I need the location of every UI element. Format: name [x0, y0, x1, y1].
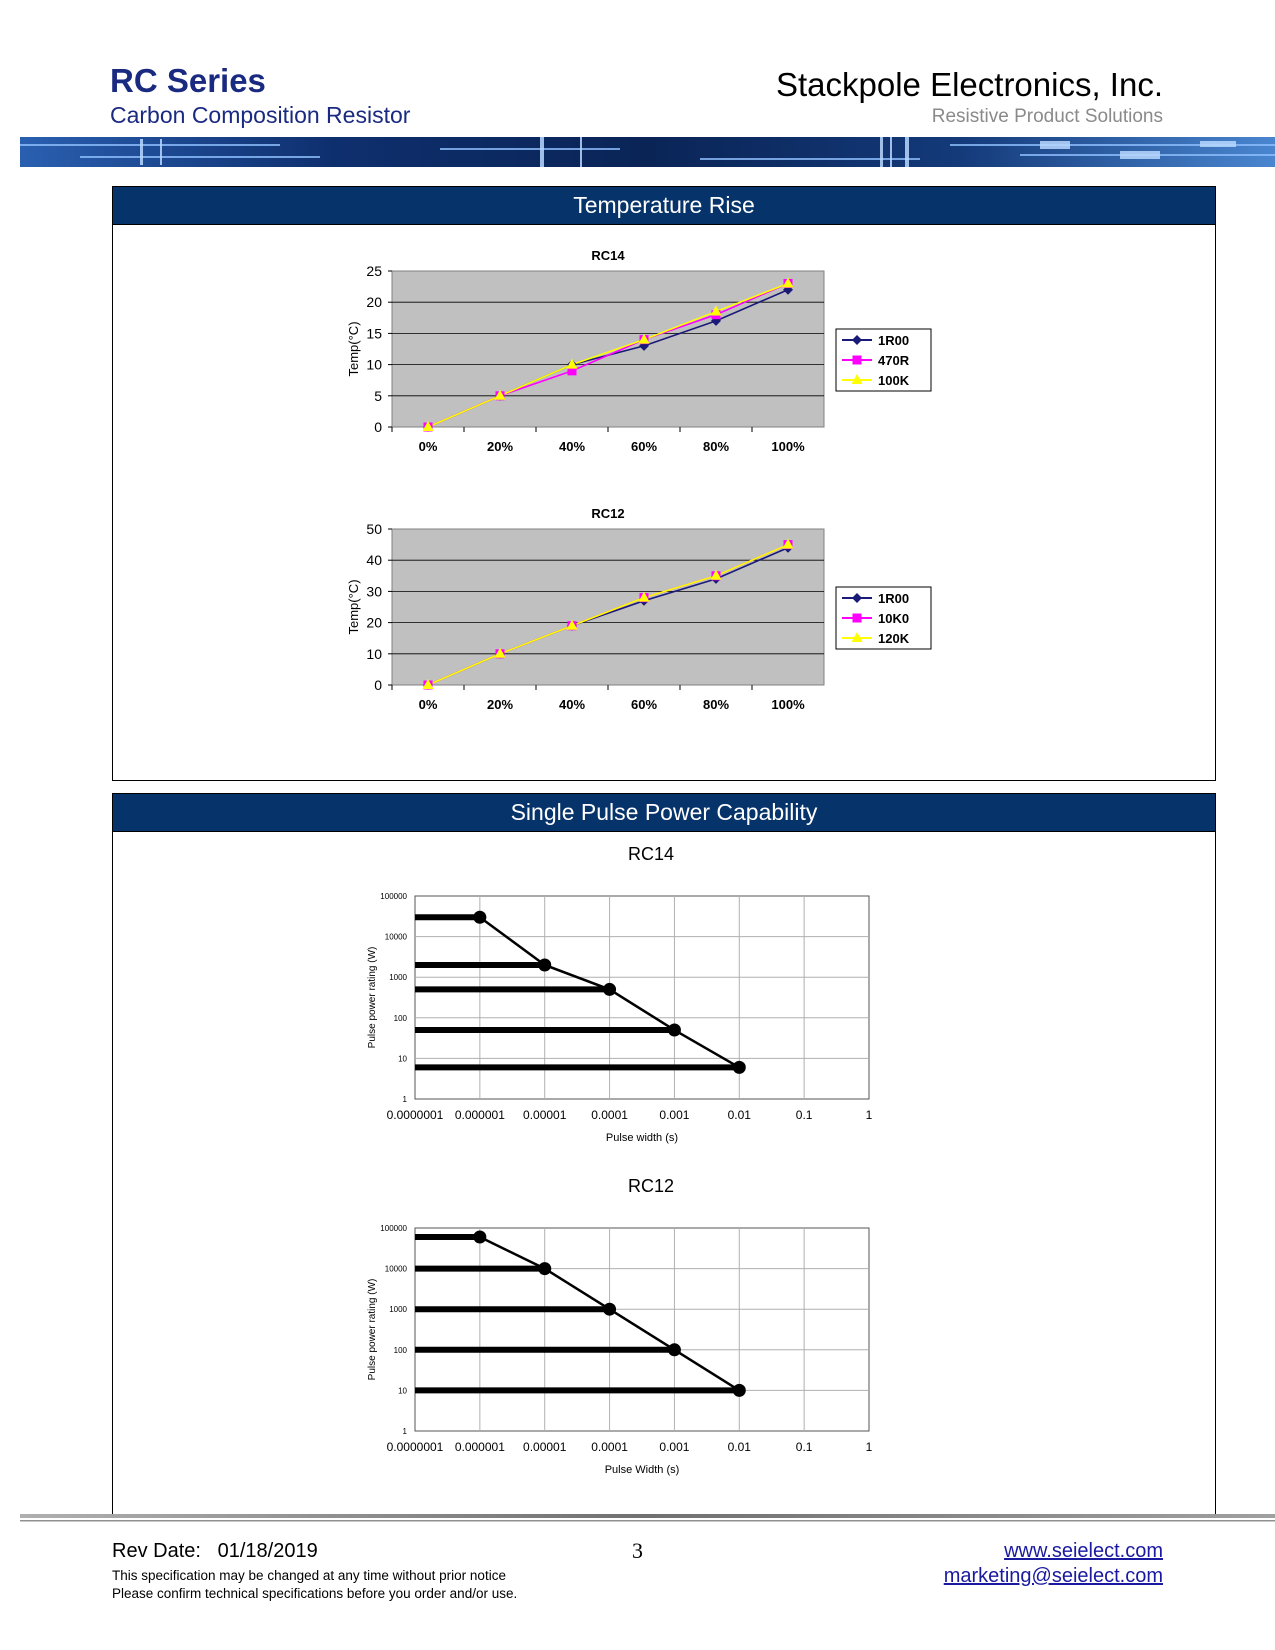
temp-rc14-chart: [343, 244, 943, 474]
legend-label-10K0: 10K0: [878, 611, 910, 626]
notice-line-2: Please confirm technical specifications before you order and/or use.: [112, 1586, 518, 1601]
y-tick-label: 100000: [380, 892, 407, 901]
x-tick-label: 80%: [702, 439, 730, 454]
chart-title: RC12: [591, 506, 625, 521]
y-tick-label: 0: [374, 677, 382, 693]
x-tick-label: 40%: [558, 697, 586, 712]
y-tick-label: 10000: [384, 1264, 407, 1274]
x-tick-label: 1: [865, 1440, 873, 1454]
y-tick-label: 20: [366, 614, 382, 631]
y-tick-label: 1: [402, 1427, 407, 1436]
data-point: [668, 1343, 681, 1356]
email-link[interactable]: marketing@seielect.com: [943, 1565, 1163, 1587]
x-tick-label: 0.01: [727, 1440, 751, 1454]
y-tick-label: 40: [366, 552, 382, 569]
x-tick-label: 0.001: [659, 1440, 690, 1454]
y-tick-label: 100000: [380, 1224, 407, 1233]
x-tick-label: 0.1: [795, 1440, 813, 1454]
y-axis-label: Temp(°C): [346, 579, 361, 635]
legend-label-470R: 470R: [878, 353, 910, 368]
x-tick-label: 0.0000001: [386, 1440, 444, 1454]
y-tick-label: 10: [398, 1054, 407, 1064]
website-link[interactable]: www.seielect.com: [1004, 1540, 1163, 1562]
y-tick-label: 100: [393, 1345, 407, 1355]
x-tick-label: 1: [865, 1108, 873, 1122]
pulse-rc12-svg: [363, 1176, 943, 1481]
y-tick-label: 25: [366, 263, 382, 279]
x-tick-label: 80%: [702, 697, 730, 712]
x-tick-label: 0.00001: [523, 1440, 567, 1454]
y-axis-label: Pulse power rating (W): [367, 1278, 378, 1381]
header-banner: [20, 137, 1275, 167]
x-tick-label: 0.0000001: [386, 1108, 444, 1122]
y-tick-label: 1000: [389, 1305, 407, 1315]
footer-rule: [20, 1514, 1275, 1524]
y-tick-label: 10: [398, 1386, 407, 1396]
data-point: [473, 911, 486, 924]
chart-title: RC12: [627, 1176, 675, 1196]
x-tick-label: 0.00001: [523, 1108, 567, 1122]
x-tick-label: 0.0001: [591, 1440, 628, 1454]
data-point: [473, 1231, 486, 1244]
temperature-rise-panel: [112, 186, 1216, 781]
pulse-rc14-chart: [363, 844, 943, 1149]
notice-line-1: This specification may be changed at any time without prior notice: [112, 1568, 506, 1583]
data-point: [538, 958, 551, 971]
y-tick-label: 5: [374, 387, 382, 404]
x-tick-label: 0%: [418, 697, 438, 712]
y-tick-label: 10: [366, 356, 382, 373]
data-point: [668, 1024, 681, 1037]
legend-marker: [853, 356, 862, 365]
temperature-rise-heading: Temperature Rise: [113, 187, 1215, 225]
x-tick-label: 40%: [558, 439, 586, 454]
pulse-rc12-chart: [363, 1176, 943, 1481]
legend-label-1R00: 1R00: [878, 591, 910, 606]
data-point: [603, 983, 616, 996]
x-tick-label: 20%: [486, 439, 514, 454]
x-axis-label: Pulse Width (s): [604, 1464, 680, 1476]
company-name: Stackpole Electronics, Inc.: [775, 66, 1163, 103]
y-axis-label: Temp(°C): [346, 321, 361, 377]
temp-rc12-svg: [343, 502, 943, 732]
chart-title: RC14: [627, 844, 675, 864]
data-point: [733, 1384, 746, 1397]
plot-area: [392, 529, 824, 685]
y-axis-label: Pulse power rating (W): [367, 946, 378, 1049]
y-tick-label: 10000: [384, 932, 407, 942]
y-tick-label: 10: [366, 645, 382, 662]
legend-label-100K: 100K: [878, 373, 910, 388]
y-tick-label: 20: [366, 294, 382, 311]
x-tick-label: 20%: [486, 697, 514, 712]
pulse-rc14-svg: [363, 844, 943, 1149]
x-tick-label: 60%: [630, 439, 658, 454]
legend-label-120K: 120K: [878, 631, 910, 646]
x-tick-label: 0.001: [659, 1108, 690, 1122]
x-tick-label: 100%: [771, 439, 805, 454]
x-tick-label: 0.000001: [454, 1440, 505, 1454]
x-tick-label: 0.1: [795, 1108, 813, 1122]
series-title: RC Series: [110, 62, 266, 99]
x-tick-label: 60%: [630, 697, 658, 712]
y-tick-label: 100: [393, 1013, 407, 1023]
legend-label-1R00: 1R00: [878, 333, 910, 348]
y-tick-label: 1000: [389, 973, 407, 983]
y-tick-label: 15: [366, 325, 382, 342]
x-tick-label: 0.000001: [454, 1108, 505, 1122]
y-tick-label: 50: [366, 521, 382, 537]
x-tick-label: 100%: [771, 697, 805, 712]
temp-rc12-chart: [343, 502, 943, 732]
y-tick-label: 1: [402, 1095, 407, 1104]
pulse-power-heading: Single Pulse Power Capability: [113, 794, 1215, 832]
chart-title: RC14: [591, 248, 625, 263]
legend-marker: [853, 614, 862, 623]
x-tick-label: 0.0001: [591, 1108, 628, 1122]
x-axis-label: Pulse width (s): [605, 1132, 679, 1144]
data-point: [603, 1303, 616, 1316]
company-tagline: Resistive Product Solutions: [931, 106, 1163, 127]
data-point: [538, 1262, 551, 1275]
series-subtitle: Carbon Composition Resistor: [110, 102, 411, 128]
x-tick-label: 0%: [418, 439, 438, 454]
x-tick-label: 0.01: [727, 1108, 751, 1122]
rev-date: Rev Date: 01/18/2019: [112, 1540, 318, 1562]
y-tick-label: 0: [374, 419, 382, 435]
temp-rc14-svg: [343, 244, 943, 474]
y-tick-label: 30: [366, 583, 382, 600]
data-point: [733, 1061, 746, 1074]
pulse-power-panel: [112, 793, 1216, 1515]
page-number: 3: [632, 1538, 643, 1563]
